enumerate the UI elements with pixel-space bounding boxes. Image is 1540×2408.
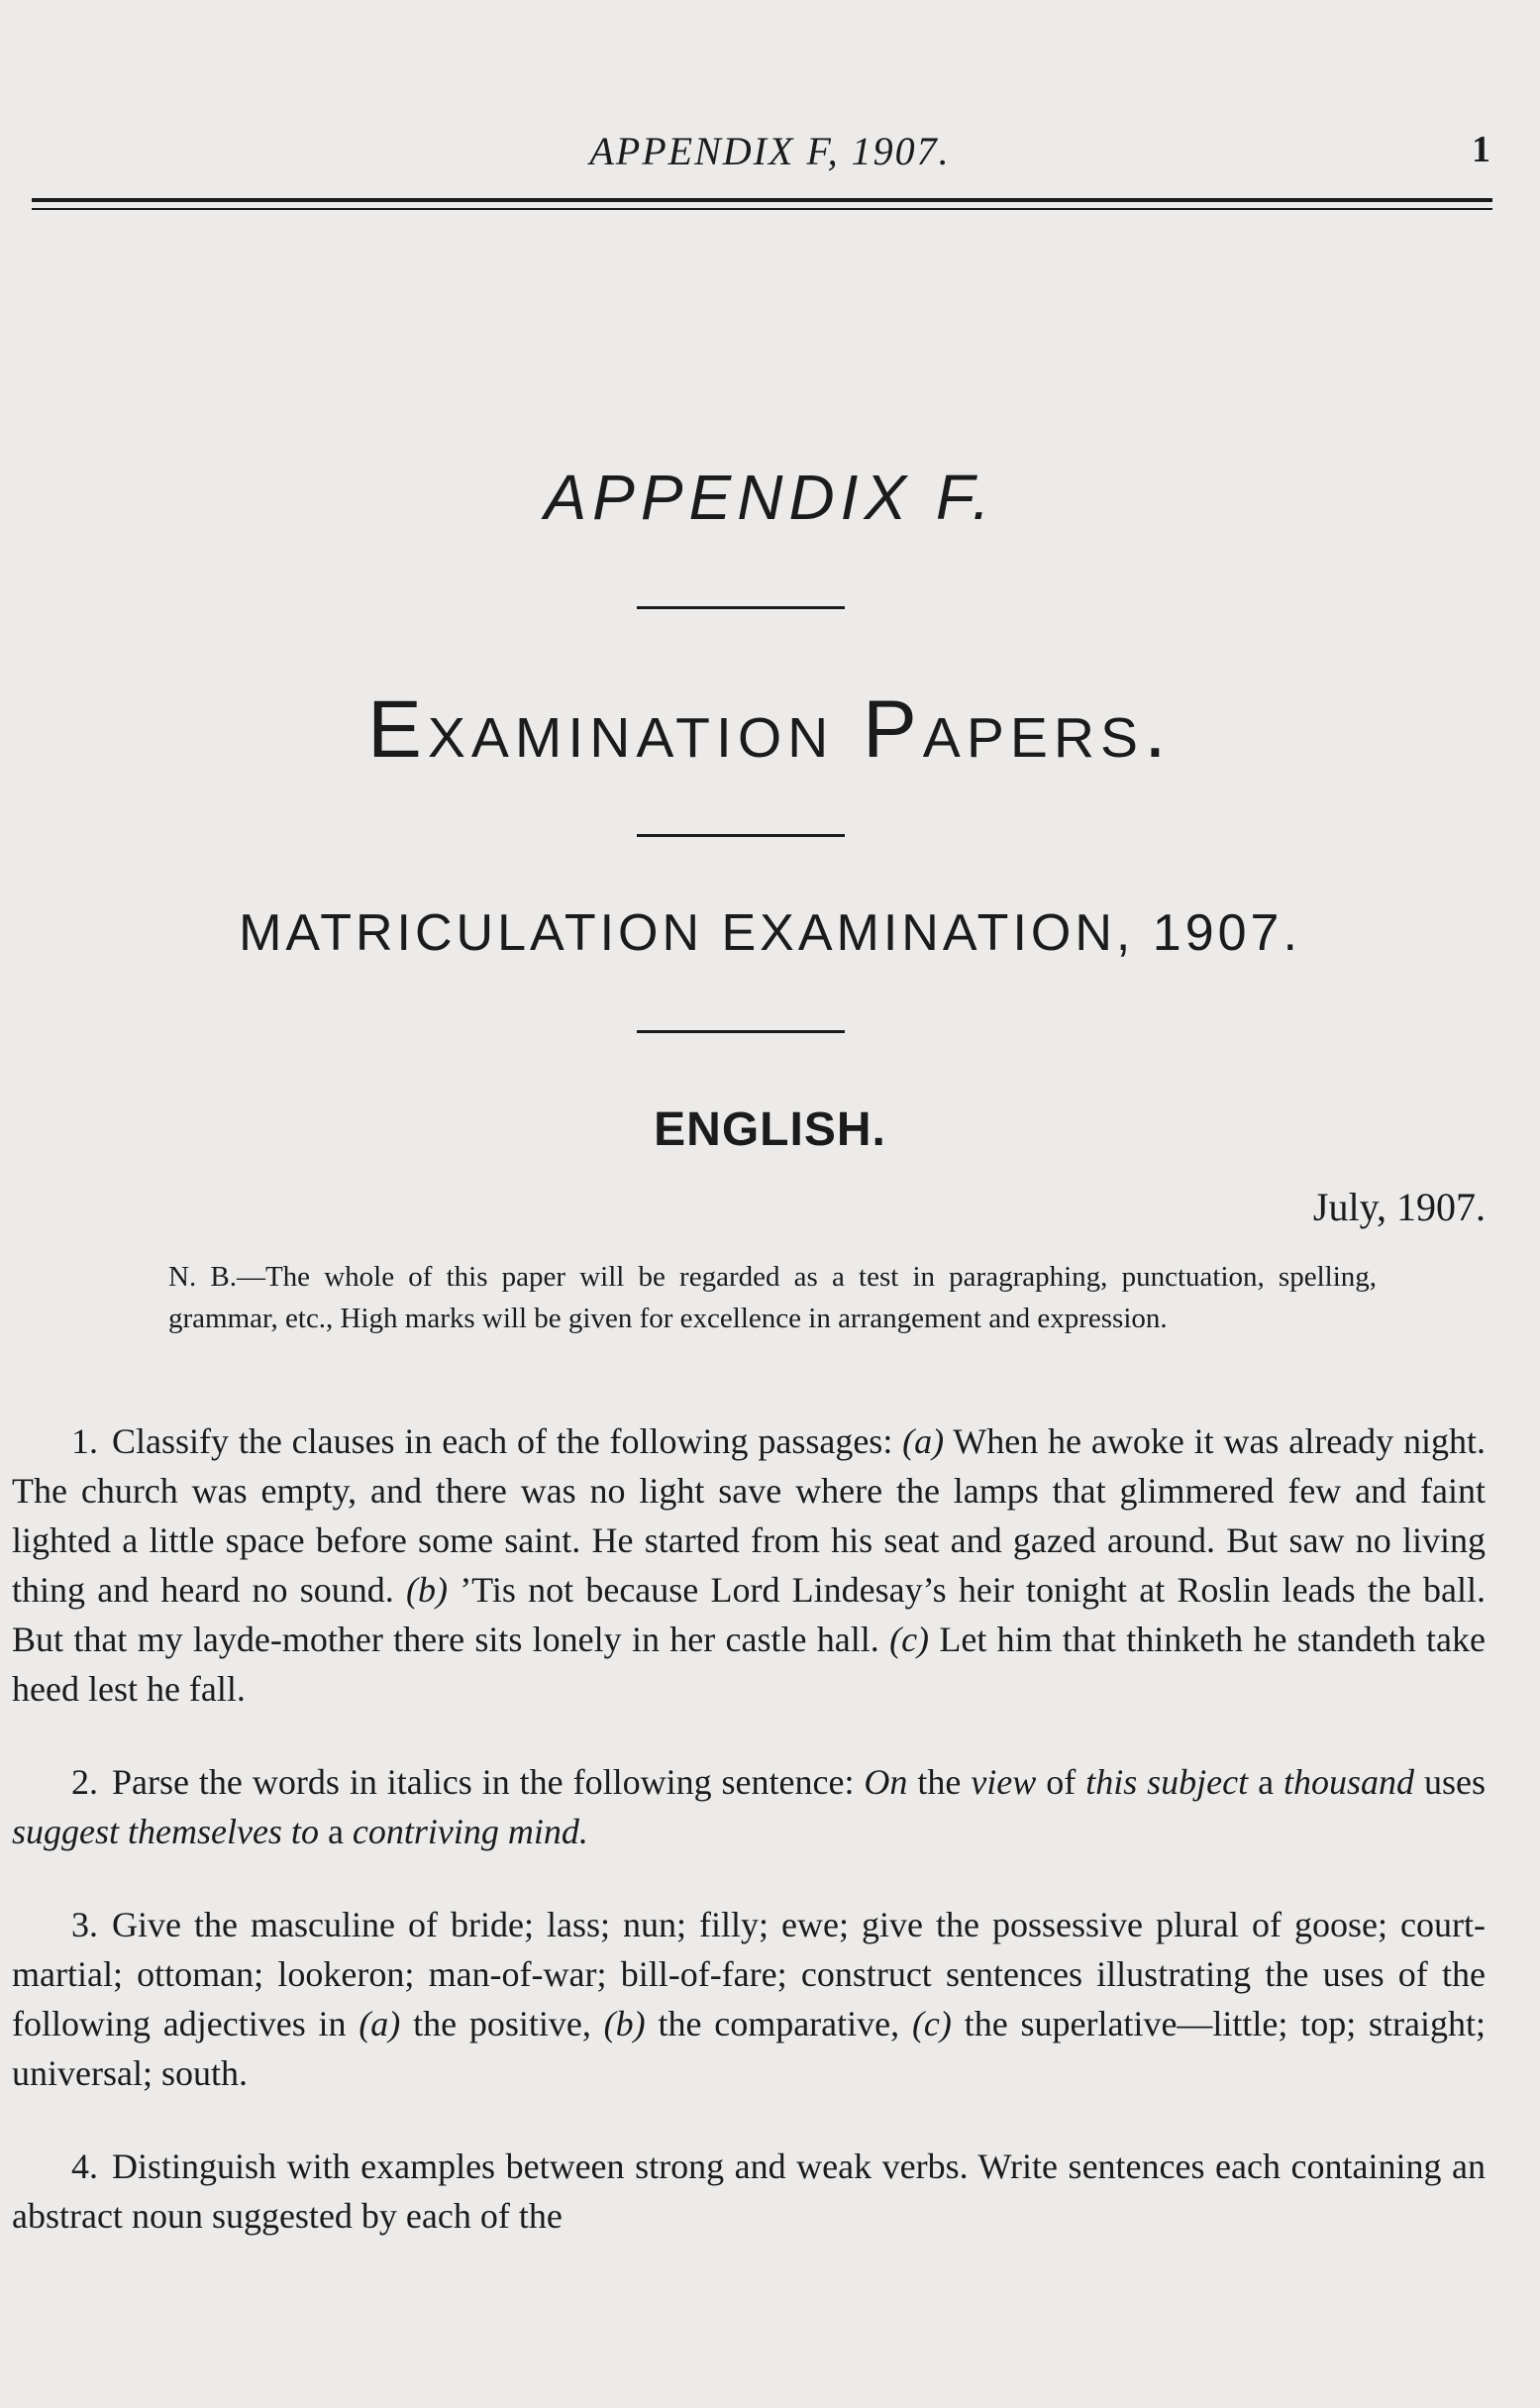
part-label: (c) xyxy=(889,1620,930,1659)
part-label: (a) xyxy=(902,1421,945,1461)
divider-rule xyxy=(637,1030,845,1033)
header-rule-thick xyxy=(32,198,1492,202)
question-text: Give the masculine of bride; lass; nun; filly; ewe; give the possessive plural of goose; court-martial; ottoman; lookeron; man-of-war; bill-of-fare; construct sentences illustrating the uses of the following adjectives in xyxy=(12,1905,1486,2043)
question-text: the superlative—little; top; straight; universal; south. xyxy=(12,2004,1486,2093)
italic-word: contriving mind. xyxy=(352,1812,588,1851)
question-text: of xyxy=(1036,1762,1086,1802)
question-text: the xyxy=(907,1762,972,1802)
question-text: Distinguish with examples between strong and weak verbs. Write sentences each containing an abstract noun suggested by each of the xyxy=(12,2146,1486,2236)
question-text: uses xyxy=(1414,1762,1486,1802)
question-2 xyxy=(12,1757,1486,1856)
question-number: 1. xyxy=(71,1421,98,1461)
exam-date: July, 1907. xyxy=(1312,1185,1486,1229)
italic-word: thousand xyxy=(1283,1762,1415,1802)
question-number: 3. xyxy=(71,1905,98,1944)
italic-word: suggest themselves to xyxy=(12,1812,319,1851)
running-title: APPENDIX F, 1907. xyxy=(589,129,951,173)
question-text: Let him that thinketh he standeth take heed lest he fall. xyxy=(12,1620,1486,1709)
question-text: a xyxy=(1248,1762,1284,1802)
italic-word: On xyxy=(864,1762,908,1802)
page-number: 1 xyxy=(1472,129,1490,170)
running-head xyxy=(0,124,1540,183)
header-rule-thin xyxy=(32,208,1492,210)
divider-rule xyxy=(637,834,845,837)
exam-title: Examination Papers. xyxy=(367,684,1173,775)
question-1 xyxy=(12,1416,1486,1714)
question-text: Classify the clauses in each of the following passages: xyxy=(112,1421,903,1461)
subject-title: ENGLISH. xyxy=(654,1103,886,1156)
question-3 xyxy=(12,1900,1486,2098)
italic-word: this subject xyxy=(1085,1762,1249,1802)
question-number: 4. xyxy=(71,2146,98,2186)
italic-word: view xyxy=(971,1762,1037,1802)
question-text: ’Tis not because Lord Lindesay’s heir tonight at Roslin leads the ball. But that my layde-mother there sits lonely in her castle hall. xyxy=(12,1570,1487,1659)
part-label: (b) xyxy=(603,2004,646,2043)
question-text: the comparative, xyxy=(645,2004,912,2043)
question-number: 2. xyxy=(71,1762,98,1802)
divider-rule xyxy=(637,606,845,609)
question-4 xyxy=(12,2142,1486,2241)
question-text: When he awoke it was already night. The church was empty, and there was no light save where the lamps that glimmered few and faint lighted a little space before some saint. He started from his seat and gazed around. But saw no living thing and heard no sound. xyxy=(12,1421,1486,1610)
nota-bene-note: N. B.—The whole of this paper will be regarded as a test in paragraphing, punctuation, spelling, grammar, etc., High marks will be given for excellence in arrangement and expression. xyxy=(168,1261,1377,1334)
part-label: (a) xyxy=(359,2004,401,2043)
question-text: Parse the words in italics in the following sentence: xyxy=(112,1762,865,1802)
part-label: (c) xyxy=(911,2004,952,2043)
question-list xyxy=(12,1416,1486,2284)
part-label: (b) xyxy=(406,1570,448,1610)
question-text: the positive, xyxy=(400,2004,604,2043)
matriculation-title: MATRICULATION EXAMINATION, 1907. xyxy=(239,904,1301,962)
question-text: a xyxy=(318,1812,353,1851)
appendix-title: APPENDIX F. xyxy=(544,462,996,533)
